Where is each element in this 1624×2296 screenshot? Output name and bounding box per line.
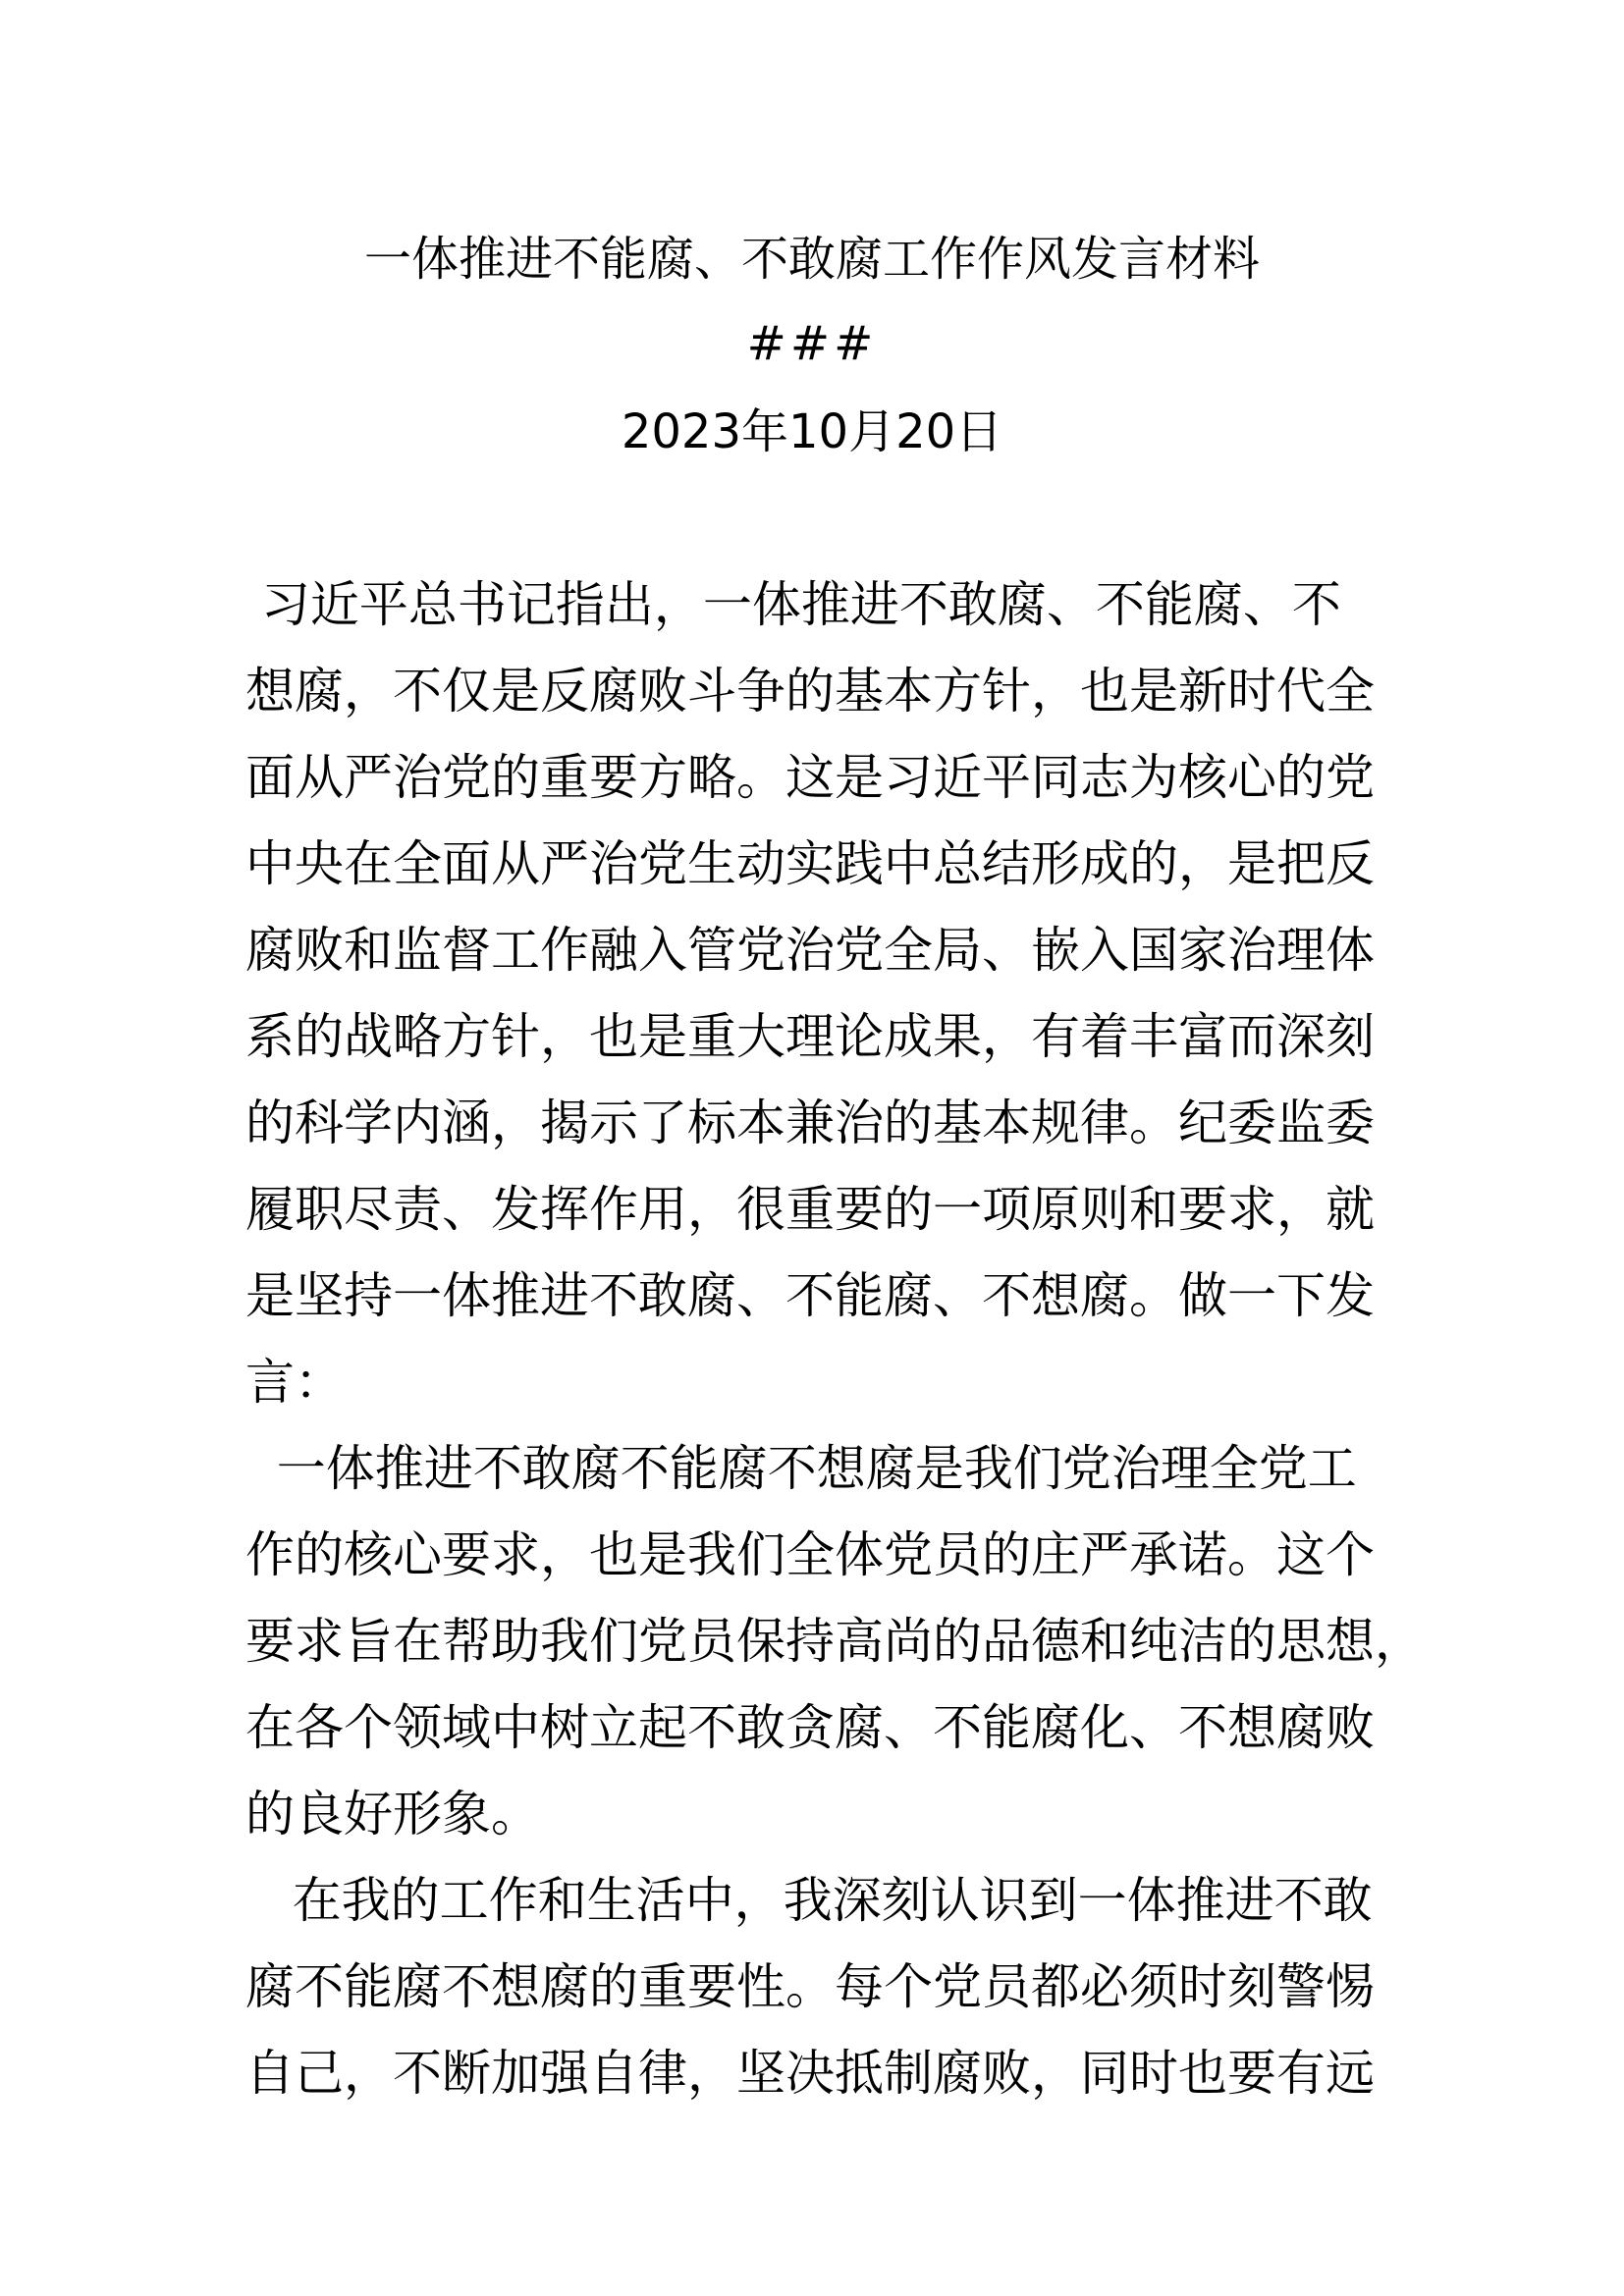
body-line: 习近平总书记指出，一体推进不敢腐、不能腐、不 <box>245 576 1341 633</box>
body-line: 是坚持一体推进不敢腐、不能腐、不想腐。做一下发 <box>245 1267 1375 1324</box>
body-line: 在各个领域中树立起不敢贪腐、不能腐化、不想腐败 <box>245 1699 1375 1756</box>
body-line: 腐败和监督工作融入管党治党全局、嵌入国家治理体 <box>245 922 1375 979</box>
body-line: 系的战略方针，也是重大理论成果，有着丰富而深刻 <box>245 1008 1375 1065</box>
body-line: 要求旨在帮助我们党员保持高尚的品德和纯洁的思想， <box>245 1613 1424 1670</box>
document-body <box>245 561 1424 2116</box>
body-line: 一体推进不敢腐不能腐不想腐是我们党治理全党工 <box>245 1440 1357 1497</box>
document-date: 2023年10月20日 <box>621 404 1003 459</box>
body-line: 言： <box>245 1354 344 1411</box>
document-author: ### <box>746 316 878 371</box>
body-line: 的科学内涵，揭示了标本兼治的基本规律。纪委监委 <box>245 1095 1375 1151</box>
body-line: 面从严治党的重要方略。这是习近平同志为核心的党 <box>245 749 1375 806</box>
body-line: 履职尽责、发挥作用，很重要的一项原则和要求，就 <box>245 1181 1375 1238</box>
body-line: 腐不能腐不想腐的重要性。每个党员都必须时刻警惕 <box>245 1958 1375 2015</box>
body-line: 中央在全面从严治党生动实践中总结形成的，是把反 <box>245 835 1375 892</box>
body-line: 的良好形象。 <box>245 1786 540 1842</box>
body-line: 自己，不断加强自律，坚决抵制腐败，同时也要有远 <box>245 2045 1375 2102</box>
document-title: 一体推进不能腐、不敢腐工作作风发言材料 <box>363 232 1260 287</box>
body-line: 在我的工作和生活中，我深刻认识到一体推进不敢 <box>245 1872 1373 1929</box>
body-line: 作的核心要求，也是我们全体党员的庄严承诺。这个 <box>245 1526 1375 1583</box>
body-line: 想腐，不仅是反腐败斗争的基本方针，也是新时代全 <box>245 663 1375 720</box>
